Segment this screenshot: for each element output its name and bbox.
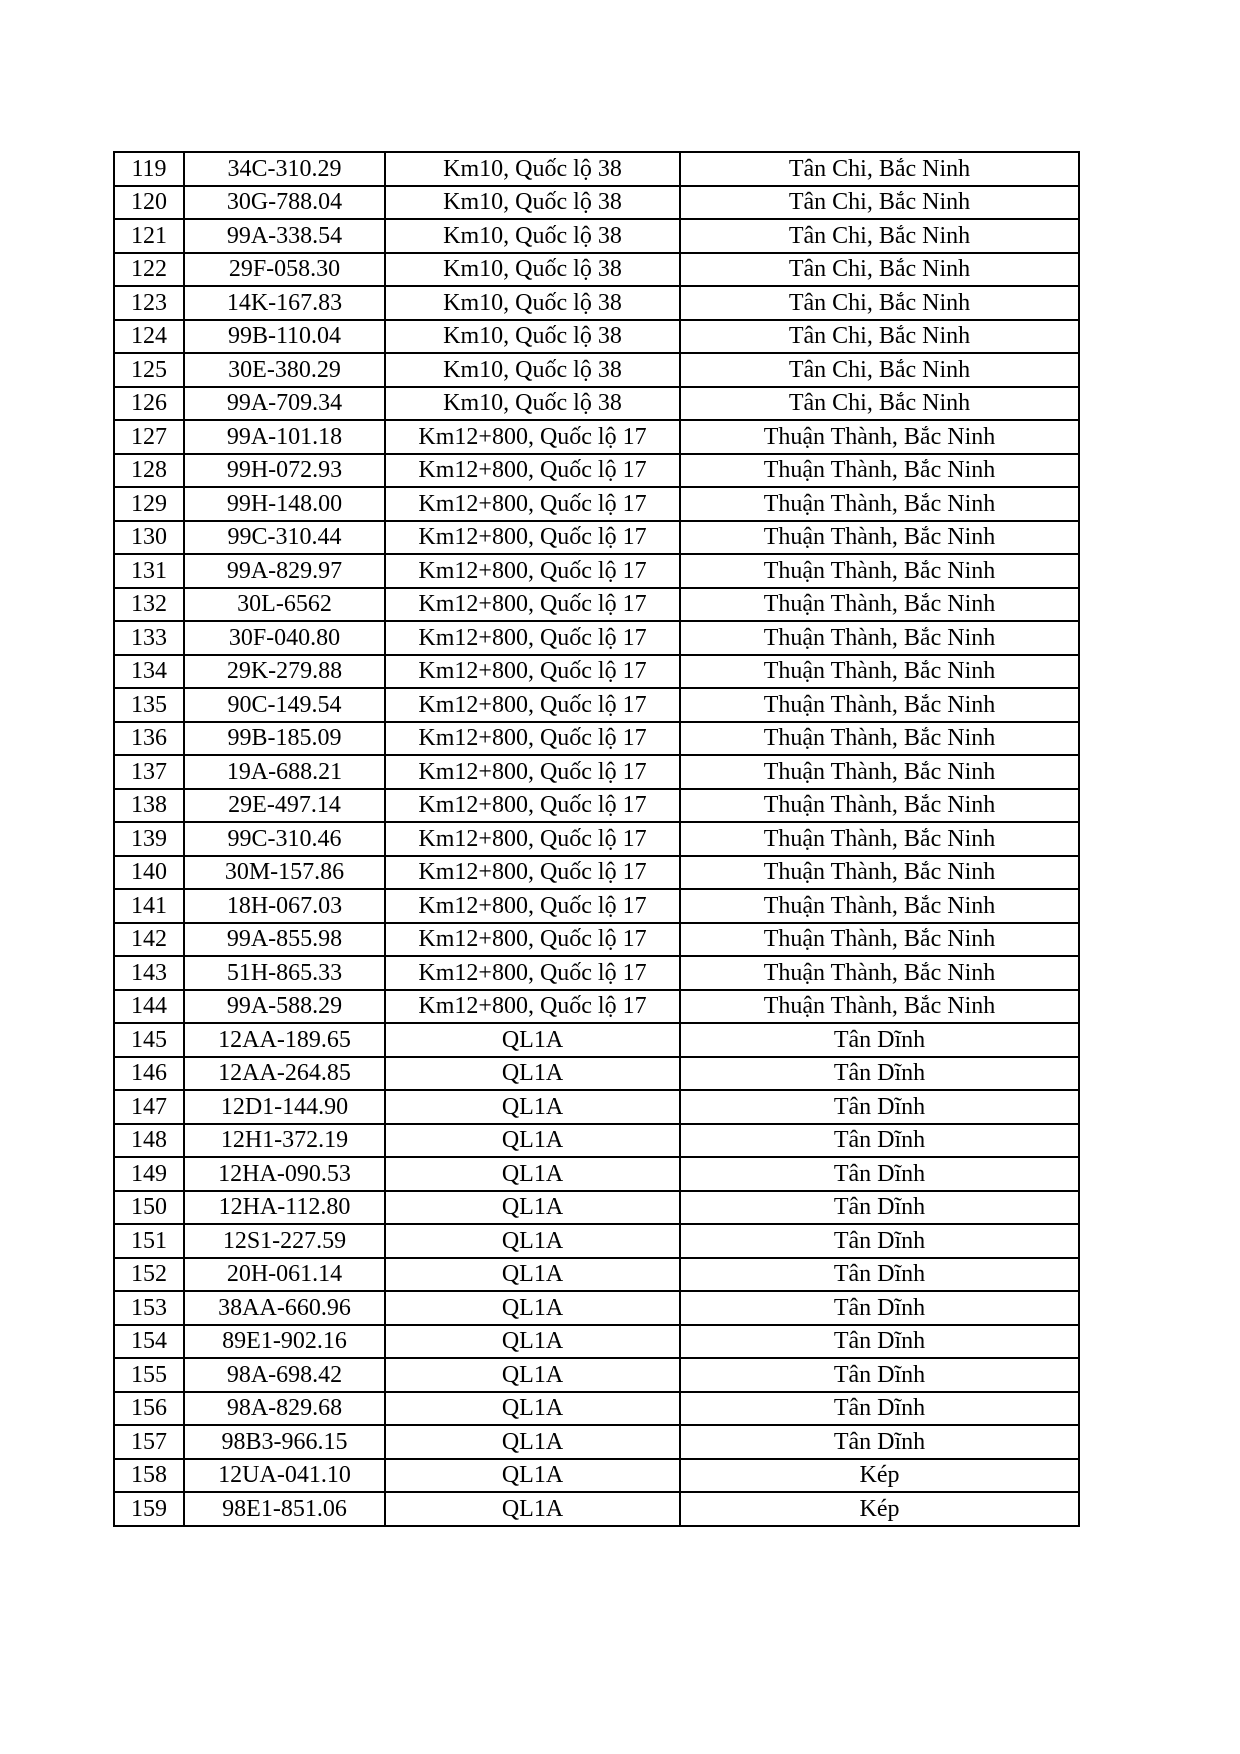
table-row [114, 487, 1079, 521]
row-number-cell: 151 [114, 1224, 184, 1258]
row-number-cell: 149 [114, 1157, 184, 1191]
license-plate-cell: 99B-185.09 [184, 722, 385, 756]
row-number-cell: 120 [114, 186, 184, 220]
license-plate-cell: 19A-688.21 [184, 755, 385, 789]
unit-name-cell: Kép [680, 1492, 1079, 1526]
violation-location-cell: Km12+800, Quốc lộ 17 [385, 990, 680, 1024]
table-row [114, 1291, 1079, 1325]
table-row [114, 1325, 1079, 1359]
unit-name-cell: Tân Chi, Bắc Ninh [680, 253, 1079, 287]
license-plate-cell: 98A-829.68 [184, 1392, 385, 1426]
table-row [114, 688, 1079, 722]
row-number-cell: 138 [114, 789, 184, 823]
table-row [114, 521, 1079, 555]
row-number-cell: 121 [114, 219, 184, 253]
row-number-cell: 154 [114, 1325, 184, 1359]
unit-name-cell: Thuận Thành, Bắc Ninh [680, 454, 1079, 488]
table-row [114, 588, 1079, 622]
license-plate-cell: 34C-310.29 [184, 152, 385, 186]
unit-name-cell: Thuận Thành, Bắc Ninh [680, 588, 1079, 622]
table-row [114, 152, 1079, 186]
table-row [114, 1492, 1079, 1526]
license-plate-cell: 12AA-264.85 [184, 1057, 385, 1091]
license-plate-cell: 30E-380.29 [184, 353, 385, 387]
table-row [114, 353, 1079, 387]
violation-location-cell: Km12+800, Quốc lộ 17 [385, 454, 680, 488]
unit-name-cell: Tân Dĩnh [680, 1224, 1079, 1258]
violation-location-cell: Km12+800, Quốc lộ 17 [385, 688, 680, 722]
row-number-cell: 132 [114, 588, 184, 622]
license-plate-cell: 38AA-660.96 [184, 1291, 385, 1325]
row-number-cell: 136 [114, 722, 184, 756]
violation-location-cell: Km12+800, Quốc lộ 17 [385, 588, 680, 622]
unit-name-cell: Thuận Thành, Bắc Ninh [680, 856, 1079, 890]
unit-name-cell: Thuận Thành, Bắc Ninh [680, 956, 1079, 990]
license-plate-cell: 12UA-041.10 [184, 1459, 385, 1493]
violation-location-cell: Km12+800, Quốc lộ 17 [385, 789, 680, 823]
violation-location-cell: QL1A [385, 1392, 680, 1426]
row-number-cell: 157 [114, 1425, 184, 1459]
row-number-cell: 148 [114, 1124, 184, 1158]
unit-name-cell: Thuận Thành, Bắc Ninh [680, 521, 1079, 555]
violation-location-cell: QL1A [385, 1258, 680, 1292]
license-plate-cell: 29E-497.14 [184, 789, 385, 823]
table-row [114, 755, 1079, 789]
license-plate-cell: 99C-310.44 [184, 521, 385, 555]
unit-name-cell: Tân Chi, Bắc Ninh [680, 353, 1079, 387]
license-plate-cell: 12HA-112.80 [184, 1191, 385, 1225]
violation-location-cell: QL1A [385, 1459, 680, 1493]
license-plate-cell: 30G-788.04 [184, 186, 385, 220]
unit-name-cell: Tân Dĩnh [680, 1358, 1079, 1392]
table-row [114, 856, 1079, 890]
unit-name-cell: Tân Chi, Bắc Ninh [680, 219, 1079, 253]
license-plate-cell: 29F-058.30 [184, 253, 385, 287]
violation-location-cell: Km12+800, Quốc lộ 17 [385, 420, 680, 454]
table-row [114, 1057, 1079, 1091]
row-number-cell: 133 [114, 621, 184, 655]
license-plate-cell: 30F-040.80 [184, 621, 385, 655]
row-number-cell: 135 [114, 688, 184, 722]
row-number-cell: 140 [114, 856, 184, 890]
unit-name-cell: Thuận Thành, Bắc Ninh [680, 621, 1079, 655]
row-number-cell: 145 [114, 1023, 184, 1057]
violation-location-cell: QL1A [385, 1291, 680, 1325]
unit-name-cell: Tân Dĩnh [680, 1258, 1079, 1292]
table-row [114, 655, 1079, 689]
unit-name-cell: Tân Dĩnh [680, 1425, 1079, 1459]
license-plate-cell: 99B-110.04 [184, 320, 385, 354]
unit-name-cell: Tân Chi, Bắc Ninh [680, 152, 1079, 186]
unit-name-cell: Thuận Thành, Bắc Ninh [680, 487, 1079, 521]
table-row [114, 1358, 1079, 1392]
license-plate-cell: 51H-865.33 [184, 956, 385, 990]
unit-name-cell: Tân Chi, Bắc Ninh [680, 320, 1079, 354]
row-number-cell: 139 [114, 822, 184, 856]
violation-location-cell: QL1A [385, 1425, 680, 1459]
unit-name-cell: Thuận Thành, Bắc Ninh [680, 722, 1079, 756]
violation-location-cell: Km10, Quốc lộ 38 [385, 320, 680, 354]
row-number-cell: 158 [114, 1459, 184, 1493]
license-plate-cell: 20H-061.14 [184, 1258, 385, 1292]
violation-location-cell: QL1A [385, 1191, 680, 1225]
unit-name-cell: Thuận Thành, Bắc Ninh [680, 789, 1079, 823]
license-plate-cell: 89E1-902.16 [184, 1325, 385, 1359]
violation-location-cell: QL1A [385, 1358, 680, 1392]
row-number-cell: 142 [114, 923, 184, 957]
license-plate-cell: 99A-855.98 [184, 923, 385, 957]
license-plate-cell: 99H-148.00 [184, 487, 385, 521]
violation-location-cell: Km10, Quốc lộ 38 [385, 286, 680, 320]
unit-name-cell: Thuận Thành, Bắc Ninh [680, 420, 1079, 454]
unit-name-cell: Tân Chi, Bắc Ninh [680, 286, 1079, 320]
row-number-cell: 129 [114, 487, 184, 521]
unit-name-cell: Thuận Thành, Bắc Ninh [680, 889, 1079, 923]
row-number-cell: 130 [114, 521, 184, 555]
unit-name-cell: Thuận Thành, Bắc Ninh [680, 554, 1079, 588]
row-number-cell: 122 [114, 253, 184, 287]
table-row [114, 186, 1079, 220]
unit-name-cell: Thuận Thành, Bắc Ninh [680, 990, 1079, 1024]
unit-name-cell: Tân Dĩnh [680, 1124, 1079, 1158]
license-plate-cell: 99A-101.18 [184, 420, 385, 454]
license-plate-cell: 99A-338.54 [184, 219, 385, 253]
violation-location-cell: Km10, Quốc lộ 38 [385, 219, 680, 253]
table-body [114, 152, 1079, 1526]
table-row [114, 554, 1079, 588]
row-number-cell: 153 [114, 1291, 184, 1325]
unit-name-cell: Tân Dĩnh [680, 1090, 1079, 1124]
table-row [114, 1023, 1079, 1057]
row-number-cell: 131 [114, 554, 184, 588]
license-plate-cell: 18H-067.03 [184, 889, 385, 923]
table-row [114, 990, 1079, 1024]
table-row [114, 1090, 1079, 1124]
table-row [114, 1191, 1079, 1225]
violation-location-cell: QL1A [385, 1325, 680, 1359]
license-plate-cell: 98E1-851.06 [184, 1492, 385, 1526]
unit-name-cell: Tân Chi, Bắc Ninh [680, 387, 1079, 421]
violation-location-cell: Km12+800, Quốc lộ 17 [385, 923, 680, 957]
row-number-cell: 143 [114, 956, 184, 990]
license-plate-cell: 99A-588.29 [184, 990, 385, 1024]
row-number-cell: 125 [114, 353, 184, 387]
table-row [114, 1459, 1079, 1493]
table-row [114, 1258, 1079, 1292]
unit-name-cell: Kép [680, 1459, 1079, 1493]
table-row [114, 1392, 1079, 1426]
table-row [114, 789, 1079, 823]
violation-location-cell: Km12+800, Quốc lộ 17 [385, 655, 680, 689]
row-number-cell: 134 [114, 655, 184, 689]
violation-location-cell: Km12+800, Quốc lộ 17 [385, 755, 680, 789]
license-plate-cell: 99A-829.97 [184, 554, 385, 588]
unit-name-cell: Thuận Thành, Bắc Ninh [680, 755, 1079, 789]
row-number-cell: 147 [114, 1090, 184, 1124]
row-number-cell: 127 [114, 420, 184, 454]
violation-location-cell: QL1A [385, 1224, 680, 1258]
table-row [114, 253, 1079, 287]
license-plate-cell: 12AA-189.65 [184, 1023, 385, 1057]
table-row [114, 923, 1079, 957]
violation-location-cell: Km12+800, Quốc lộ 17 [385, 722, 680, 756]
table-row [114, 219, 1079, 253]
license-plate-cell: 30L-6562 [184, 588, 385, 622]
row-number-cell: 144 [114, 990, 184, 1024]
table-row [114, 1157, 1079, 1191]
license-plate-cell: 14K-167.83 [184, 286, 385, 320]
table-row [114, 286, 1079, 320]
license-plate-cell: 99H-072.93 [184, 454, 385, 488]
unit-name-cell: Tân Dĩnh [680, 1023, 1079, 1057]
unit-name-cell: Thuận Thành, Bắc Ninh [680, 688, 1079, 722]
unit-name-cell: Thuận Thành, Bắc Ninh [680, 655, 1079, 689]
table-row [114, 621, 1079, 655]
row-number-cell: 141 [114, 889, 184, 923]
unit-name-cell: Tân Dĩnh [680, 1157, 1079, 1191]
row-number-cell: 124 [114, 320, 184, 354]
license-plate-cell: 99C-310.46 [184, 822, 385, 856]
row-number-cell: 146 [114, 1057, 184, 1091]
table-row [114, 956, 1079, 990]
row-number-cell: 137 [114, 755, 184, 789]
license-plate-cell: 30M-157.86 [184, 856, 385, 890]
unit-name-cell: Tân Dĩnh [680, 1325, 1079, 1359]
license-plate-cell: 90C-149.54 [184, 688, 385, 722]
row-number-cell: 119 [114, 152, 184, 186]
violation-location-cell: Km12+800, Quốc lộ 17 [385, 554, 680, 588]
violation-location-cell: Km10, Quốc lộ 38 [385, 253, 680, 287]
table-row [114, 454, 1079, 488]
violation-location-cell: QL1A [385, 1023, 680, 1057]
table-row [114, 1425, 1079, 1459]
unit-name-cell: Tân Dĩnh [680, 1392, 1079, 1426]
violation-location-cell: QL1A [385, 1157, 680, 1191]
table-row [114, 387, 1079, 421]
license-plate-cell: 12HA-090.53 [184, 1157, 385, 1191]
table-row [114, 1124, 1079, 1158]
row-number-cell: 128 [114, 454, 184, 488]
violation-location-cell: QL1A [385, 1057, 680, 1091]
violation-location-cell: QL1A [385, 1124, 680, 1158]
row-number-cell: 150 [114, 1191, 184, 1225]
table-row [114, 889, 1079, 923]
unit-name-cell: Tân Dĩnh [680, 1057, 1079, 1091]
violation-location-cell: Km12+800, Quốc lộ 17 [385, 956, 680, 990]
violation-location-cell: Km12+800, Quốc lộ 17 [385, 487, 680, 521]
license-plate-cell: 12D1-144.90 [184, 1090, 385, 1124]
violation-location-cell: Km12+800, Quốc lộ 17 [385, 621, 680, 655]
row-number-cell: 155 [114, 1358, 184, 1392]
license-plate-cell: 12S1-227.59 [184, 1224, 385, 1258]
violation-location-cell: Km12+800, Quốc lộ 17 [385, 521, 680, 555]
violation-location-cell: QL1A [385, 1090, 680, 1124]
license-plate-cell: 29K-279.88 [184, 655, 385, 689]
violation-location-cell: Km10, Quốc lộ 38 [385, 353, 680, 387]
violation-location-cell: Km10, Quốc lộ 38 [385, 186, 680, 220]
license-plate-cell: 98B3-966.15 [184, 1425, 385, 1459]
table-row [114, 1224, 1079, 1258]
violation-location-cell: Km12+800, Quốc lộ 17 [385, 856, 680, 890]
violation-location-cell: Km12+800, Quốc lộ 17 [385, 889, 680, 923]
unit-name-cell: Thuận Thành, Bắc Ninh [680, 822, 1079, 856]
row-number-cell: 123 [114, 286, 184, 320]
row-number-cell: 159 [114, 1492, 184, 1526]
violations-table [113, 151, 1080, 1527]
table-row [114, 722, 1079, 756]
violation-location-cell: Km10, Quốc lộ 38 [385, 387, 680, 421]
license-plate-cell: 99A-709.34 [184, 387, 385, 421]
unit-name-cell: Tân Dĩnh [680, 1291, 1079, 1325]
row-number-cell: 156 [114, 1392, 184, 1426]
license-plate-cell: 98A-698.42 [184, 1358, 385, 1392]
unit-name-cell: Tân Chi, Bắc Ninh [680, 186, 1079, 220]
table-row [114, 420, 1079, 454]
row-number-cell: 126 [114, 387, 184, 421]
table-row [114, 320, 1079, 354]
unit-name-cell: Tân Dĩnh [680, 1191, 1079, 1225]
row-number-cell: 152 [114, 1258, 184, 1292]
unit-name-cell: Thuận Thành, Bắc Ninh [680, 923, 1079, 957]
license-plate-cell: 12H1-372.19 [184, 1124, 385, 1158]
violation-location-cell: QL1A [385, 1492, 680, 1526]
violation-location-cell: Km12+800, Quốc lộ 17 [385, 822, 680, 856]
table-row [114, 822, 1079, 856]
violation-location-cell: Km10, Quốc lộ 38 [385, 152, 680, 186]
